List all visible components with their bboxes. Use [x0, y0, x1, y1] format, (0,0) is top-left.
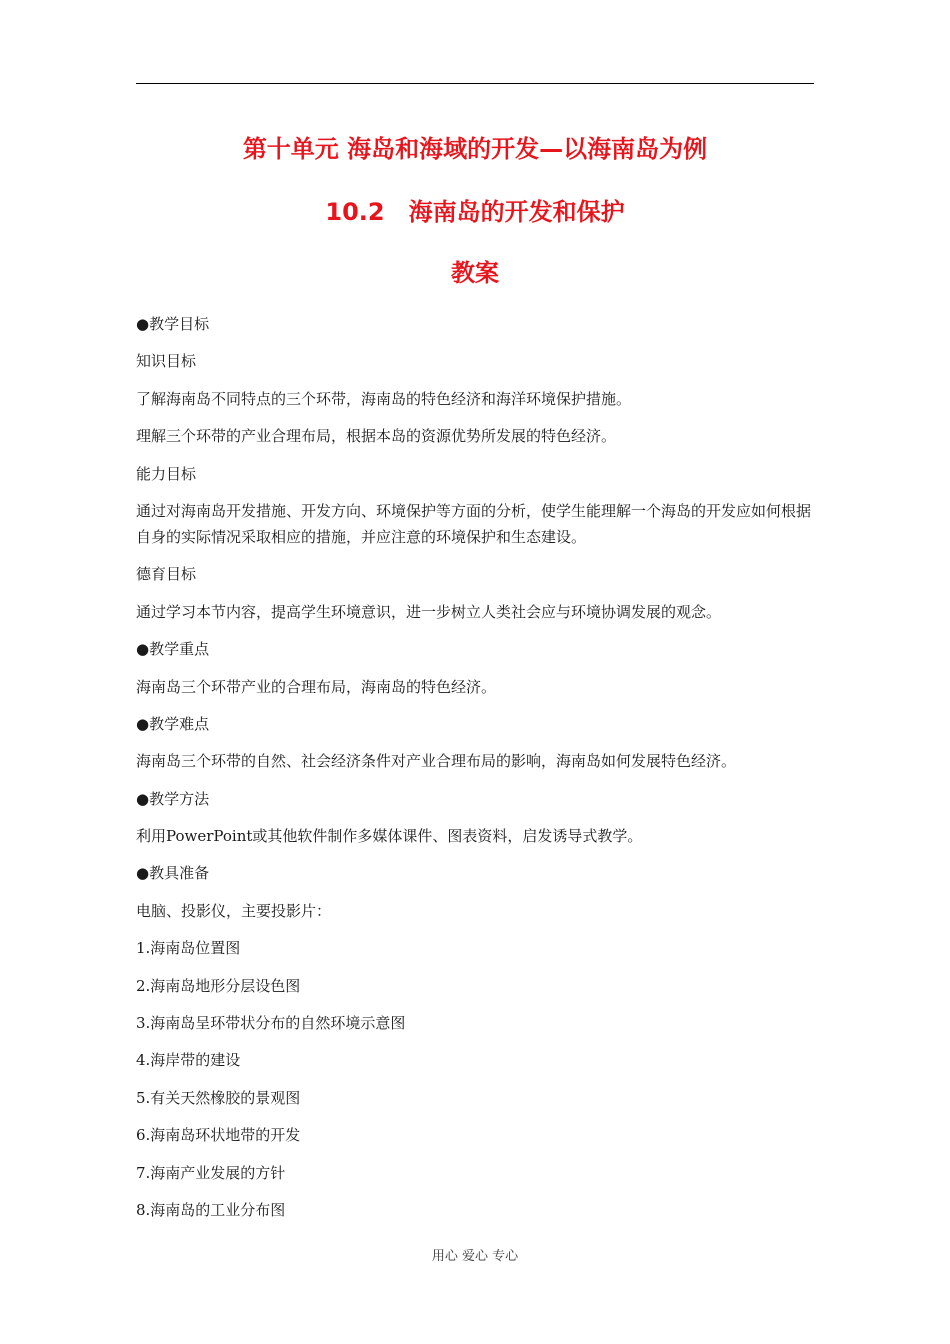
paragraph: 通过学习本节内容，提高学生环境意识，进一步树立人类社会应与环境协调发展的观念。 [136, 602, 722, 621]
list-item: 7.海南产业发展的方针 [136, 1163, 286, 1182]
paragraph: 海南岛三个环带产业的合理布局，海南岛的特色经济。 [136, 677, 497, 696]
document-body [136, 311, 816, 1234]
list-item: 2.海南岛地形分层设色图 [136, 976, 301, 995]
section-title: 10.2 海南岛的开发和保护 [325, 198, 625, 226]
heading-teaching-methods: ●教学方法 [136, 789, 210, 808]
paragraph: 理解三个环带的产业合理布局，根据本岛的资源优势所发展的特色经济。 [136, 427, 617, 446]
paragraph: 利用PowerPoint或其他软件制作多媒体课件、图表资料，启发诱导式教学。 [136, 827, 643, 846]
list-item: 3.海南岛呈环带状分布的自然环境示意图 [136, 1014, 406, 1033]
paragraph: 了解海南岛不同特点的三个环带，海南岛的特色经济和海洋环境保护措施。 [136, 389, 632, 408]
heading-teaching-aids: ●教具准备 [136, 864, 210, 883]
unit-title: 第十单元 海岛和海域的开发—以海南岛为例 [242, 135, 708, 163]
list-item: 5.有关天然橡胶的景观图 [136, 1088, 301, 1107]
list-item: 1.海南岛位置图 [136, 939, 241, 958]
page-footer: 用心 爱心 专心 [431, 1249, 519, 1264]
subheading-moral-goals: 德育目标 [136, 565, 197, 584]
heading-key-points: ●教学重点 [136, 640, 210, 659]
list-item: 8.海南岛的工业分布图 [136, 1200, 286, 1219]
header-rule [136, 83, 814, 84]
list-item: 6.海南岛环状地带的开发 [136, 1126, 301, 1145]
paragraph: 海南岛三个环带的自然、社会经济条件对产业合理布局的影响，海南岛如何发展特色经济。 [136, 752, 737, 771]
paragraph: 电脑、投影仪，主要投影片： [136, 901, 332, 920]
doc-type-title: 教案 [451, 259, 499, 287]
heading-teaching-goals: ●教学目标 [136, 315, 210, 333]
heading-difficulties: ●教学难点 [136, 714, 210, 733]
paragraph: 通过对海南岛开发措施、开发方向、环境保护等方面的分析，使学生能理解一个海岛的开发应如何根据自身的实际情况采取相应的措施，并应注意的环境保护和生态建设。 [136, 501, 812, 546]
subheading-ability-goals: 能力目标 [136, 464, 197, 483]
list-item: 4.海岸带的建设 [136, 1051, 241, 1070]
subheading-knowledge-goals: 知识目标 [136, 352, 197, 371]
